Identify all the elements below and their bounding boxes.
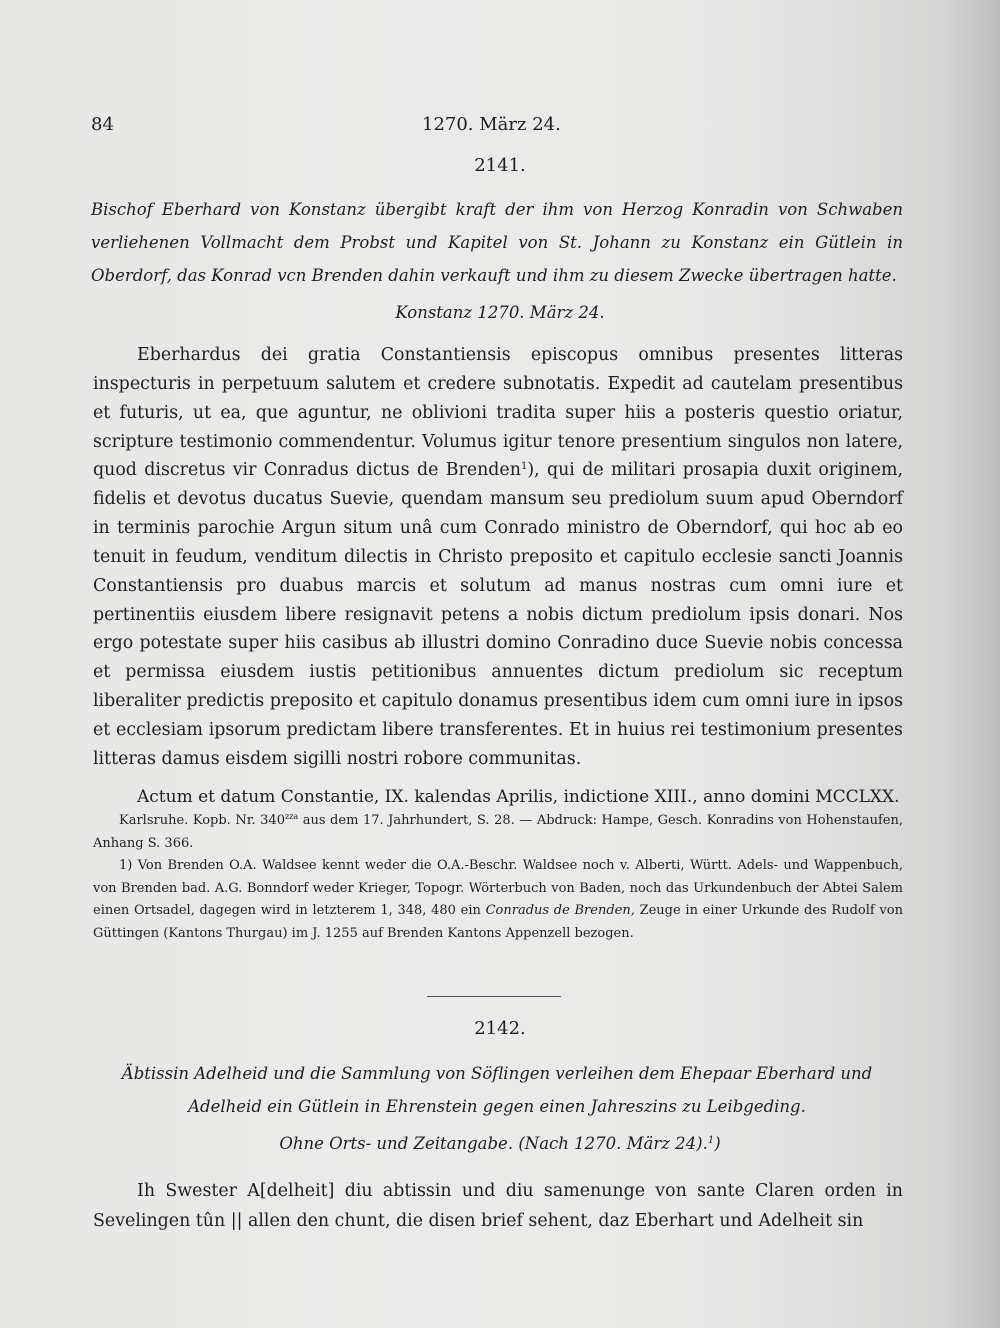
footnote-text-part-1: 1) Von Brenden O.A. Waldsee kennt weder die O.A.-Beschr. Waldsee noch v. Alberti, Württ. Adels- und Wappenbuch, von Brenden bad. A.G. Bonndorf weder Krieger, Topogr. Wörterbuch von Baden, noch das Urkundenbuch der Abtei Salem einen Ortsadel, dagegen wird in letzterem 1, 348, 480 ein: [93, 858, 903, 919]
actum-line-2141: Actum et datum Constantie, IX. kalendas Aprilis, indictione XIII., anno domini MCCLXX.: [137, 787, 900, 807]
dateline-2141: Konstanz 1270. März 24.: [395, 303, 605, 322]
regest-2141: Bischof Eberhard von Konstanz übergibt kraft der ihm von Herzog Konradin von Schwaben verliehenen Vollmacht dem Probst und Kapitel von St. Johann zu Konstanz ein Gütlein in Oberdorf, das Konrad vcn Brenden dahin verkauft und ihm zu diesem Zwecke übertragen hatte.: [91, 200, 903, 285]
charter-text-part-2: ), qui de militari prosapia duxit originem, fidelis et devotus ducatus Suevie, quendam mansum seu prediolum suum apud Oberndorf in terminis parochie Argun situm unâ cum Conrado ministro de Oberndorf, qui hoc ab eo tenuit in feudum, venditum dilectis in Christo preposito et capitulo ecclesie sancti Joannis Constantiensis pro duabus marcis et solutum ad manus nostras cum omni iure et pertinentiis eiusdem libere resignavit petens a nobis dictum prediolum ipsis donari. Nos ergo potestate super hiis casibus ab illustri domino Conradino duce Suevie nobis concessa et permissa eiusdem iustis petitionibus annuentes dictum prediolum sic receptum liberaliter predictis preposito et capitulo donamus presentibus idem cum omni iure in ipsos et ecclesiam ipsorum predictam libere transferentes. Et in huius rei testimonium presentes litteras damus eisdem sigilli nostri robore communitas.: [93, 460, 903, 769]
source-note-part-2: aus dem 17. Jahrhundert, S. 28. — Abdruck: Hampe, Gesch. Konradins von Hohenstaufen, Anhang S. 366.: [93, 813, 903, 851]
regest-2142: Äbtissin Adelheid und die Sammlung von Söflingen verleihen dem Ehepaar Eberhard und Adelheid ein Gütlein in Ehrenstein gegen einen Jahreszins zu Leibgeding.: [121, 1064, 873, 1116]
source-note-part-1: Karlsruhe. Kopb. Nr. 340: [119, 813, 285, 828]
dateline-2142: [0, 1134, 1000, 1153]
page-header: [91, 114, 911, 140]
footnote-reference: 1: [520, 461, 528, 473]
charter-text-part-1: Eberhardus dei gratia Constantiensis episcopus omnibus presentes litteras inspecturis in perpetuum salutem et credere subnotatis. Expedit ad cautelam presentibus et futuris, ut ea, que aguntur, ne oblivioni tradita super hiis a posteris questio oriatur, scripture testimonio commendentur. Volumus igitur tenore presentium singulos non latere, quod discretus vir Conradus dictus de Brenden: [93, 345, 903, 481]
footnote-text-part-2: Zeuge in einer Urkunde des Rudolf von Güttingen (Kantons Thurgau) im J. 1255 auf Brenden Kantons Appenzell bezogen.: [93, 903, 903, 941]
source-superscript: zza: [284, 812, 299, 821]
dateline-footnote-reference: 1: [707, 1135, 715, 1146]
running-head: 1270. März 24.: [422, 114, 561, 135]
page-number: 84: [91, 114, 114, 135]
footnote-1-2141: [93, 855, 903, 945]
charter-text-2141: [93, 341, 903, 774]
charter-text-2142: Ih Swester A[delheit] diu abtissin und diu samenunge von sante Claren orden in Sevelingen tûn || allen den chunt, die disen brief sehent, daz Eberhart und Adelheit sin: [93, 1181, 903, 1231]
document-number-2142: 2142.: [474, 1018, 526, 1039]
dateline-2142-text: Ohne Orts- und Zeitangabe. (Nach 1270. März 24).: [279, 1134, 708, 1153]
dateline-2142-close: ): [714, 1134, 721, 1153]
footnote-italic-name: Conradus de Brenden,: [485, 903, 635, 919]
document-number-2141: 2141.: [474, 155, 526, 176]
source-note-2141: [93, 810, 903, 855]
section-divider: [427, 996, 561, 997]
